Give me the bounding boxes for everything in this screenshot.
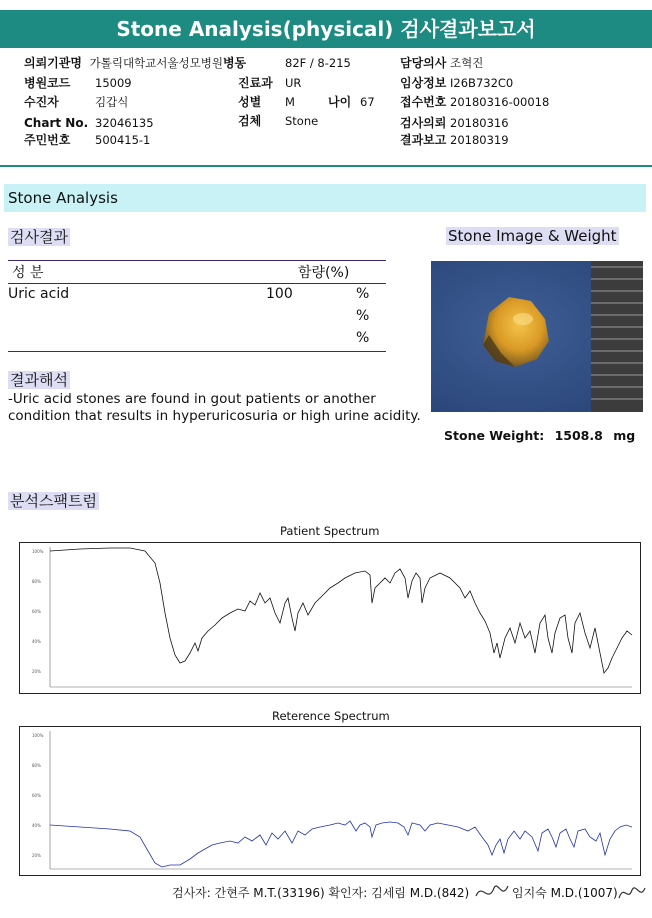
result-row: 결과보고 20180319 bbox=[400, 133, 509, 147]
age-value: 67 bbox=[360, 95, 375, 109]
hospital-code-value: 15009 bbox=[95, 76, 132, 90]
report-title: Stone Analysis(physical) 검사결과보고서 bbox=[0, 10, 652, 48]
row-2-unit: % bbox=[356, 308, 370, 324]
age-label: 나이 bbox=[328, 95, 352, 109]
doctor-row bbox=[400, 56, 483, 70]
sex-value: M bbox=[285, 95, 295, 109]
request-value: 20180316 bbox=[450, 116, 509, 130]
row-1-component: Uric acid bbox=[8, 286, 70, 302]
spectrum-heading: 분석스팩트럼 bbox=[10, 492, 97, 510]
signature-2 bbox=[616, 878, 648, 910]
specimen-label: 검체 bbox=[238, 114, 262, 128]
clinical-info-value: I26B732C0 bbox=[450, 76, 514, 90]
svg-text:80%: 80% bbox=[32, 579, 41, 584]
section-title: Stone Analysis bbox=[4, 184, 646, 212]
collector-value: 김갑식 bbox=[95, 95, 129, 109]
svg-text:40%: 40% bbox=[32, 823, 41, 828]
table-bottom-line bbox=[8, 351, 386, 352]
svg-text:60%: 60% bbox=[32, 609, 41, 614]
institution-value: 가톨릭대학교서울성모병원 bbox=[89, 56, 223, 70]
stone-image bbox=[431, 261, 643, 412]
svg-text:20%: 20% bbox=[32, 853, 41, 858]
institution-label: 의뢰기관명 bbox=[24, 56, 82, 70]
hospital-code-label: 병원코드 bbox=[24, 76, 71, 90]
reference-spectrum-title: Reterence Spectrum bbox=[272, 709, 390, 723]
row-3-unit: % bbox=[356, 330, 370, 346]
id-label: 주민번호 bbox=[24, 133, 71, 147]
signature-1 bbox=[472, 878, 512, 910]
svg-text:60%: 60% bbox=[32, 793, 41, 798]
request-row: 검사의뢰 20180316 bbox=[400, 116, 509, 130]
interpretation-heading: 결과해석 bbox=[10, 371, 68, 389]
ward-value: 82F / 8-215 bbox=[285, 56, 351, 70]
id-value: 500415-1 bbox=[95, 133, 151, 147]
specimen-value: Stone bbox=[285, 114, 319, 128]
table-header-line bbox=[8, 283, 386, 284]
result-value: 20180319 bbox=[450, 133, 509, 147]
chart-label: Chart No. bbox=[24, 116, 89, 130]
collector-label: 수진자 bbox=[24, 95, 59, 109]
doctor-value: 조혁진 bbox=[450, 56, 484, 70]
receipt-row: 접수번호 20180316-00018 bbox=[400, 95, 550, 109]
sex-label: 성별 bbox=[238, 95, 262, 109]
svg-text:100%: 100% bbox=[32, 549, 44, 554]
footer-signer-3: 임지숙 M.D.(1007) bbox=[512, 886, 618, 900]
row-1-unit: % bbox=[356, 286, 370, 302]
dept-label: 진료과 bbox=[238, 76, 273, 90]
svg-text:80%: 80% bbox=[32, 763, 41, 768]
svg-text:20%: 20% bbox=[32, 669, 41, 674]
footer-signers: 검사자: 간현주 M.T.(33196) 확인자: 김세림 M.D.(842) bbox=[172, 886, 470, 900]
reference-spectrum-chart bbox=[19, 726, 641, 876]
row-1-value: 100 bbox=[266, 286, 293, 302]
stone-weight: Stone Weight: 1508.8 mg bbox=[444, 428, 636, 443]
col-component-header: 성 분 bbox=[12, 265, 44, 281]
doctor-label: 담당의사 bbox=[400, 56, 447, 70]
dept-value: UR bbox=[285, 76, 302, 90]
patient-spectrum-title: Patient Spectrum bbox=[280, 524, 380, 538]
receipt-value: 20180316-00018 bbox=[450, 95, 550, 109]
table-top-line bbox=[8, 260, 386, 261]
image-heading: Stone Image & Weight bbox=[448, 227, 617, 245]
col-amount-header: 함량(%) bbox=[298, 265, 350, 281]
info-institution-row bbox=[24, 56, 246, 70]
svg-text:100%: 100% bbox=[32, 733, 44, 738]
clinical-info-row: 임상정보 I26B732C0 bbox=[400, 76, 514, 90]
results-heading: 검사결과 bbox=[10, 228, 68, 246]
interpretation-text: -Uric acid stones are found in gout patients or another condition that results in hyperuricosuria or high urine acidity. bbox=[8, 391, 421, 424]
patient-spectrum-chart bbox=[19, 542, 641, 694]
header-divider bbox=[0, 165, 652, 167]
svg-text:40%: 40% bbox=[32, 639, 41, 644]
chart-value: 32046135 bbox=[95, 116, 154, 130]
ward-label: 병동 bbox=[222, 56, 247, 70]
